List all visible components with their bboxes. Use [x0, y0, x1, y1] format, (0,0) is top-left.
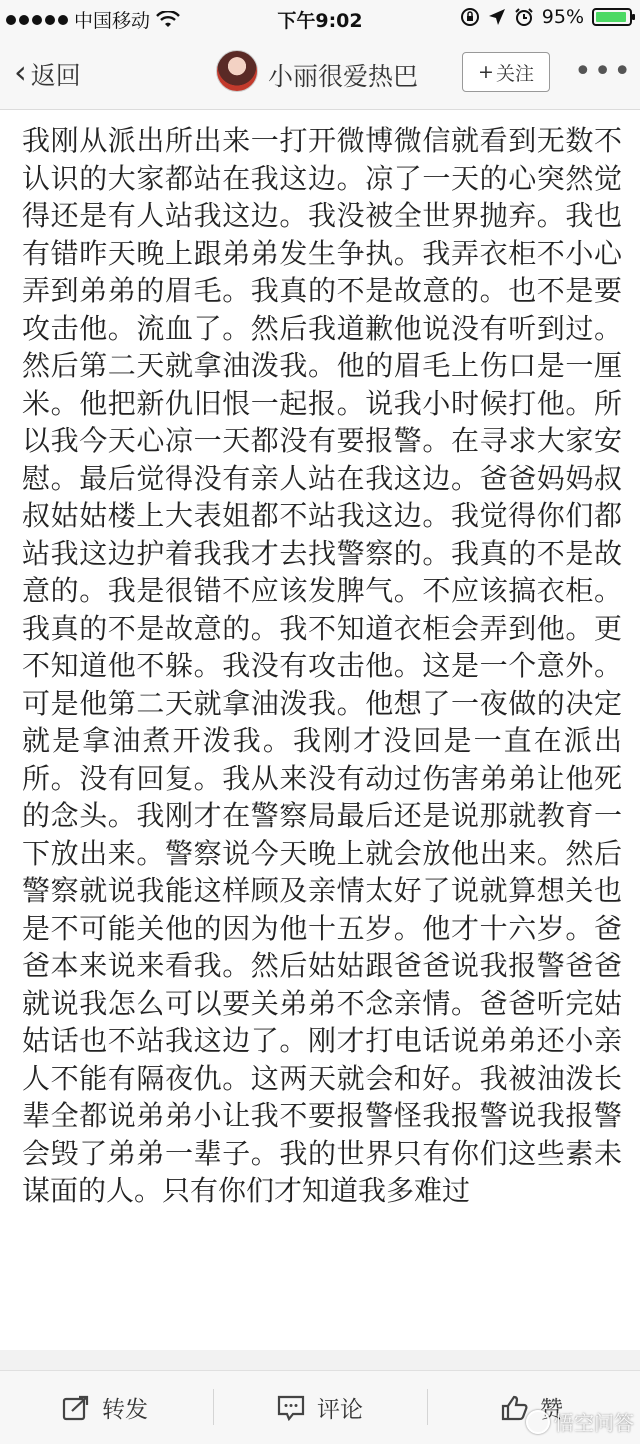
like-label: 赞	[540, 1397, 563, 1423]
post-text: 我刚从派出所出来一打开微博微信就看到无数不认识的大家都站在我这边。凉了一天的心突然觉得还是有人站我这边。我没被全世界抛弃。我也有错昨天晚上跟弟弟发生争执。我弄衣柜不小心弄到弟弟的眉毛。我真的不是故意的。也不是要攻击他。流血了。然后我道歉他说没有听到过。然后第二天就拿油泼我。他的眉毛上伤口是一厘米。他把新仇旧恨一起报。说我小时候打他。所以我今天心凉一天都没有要报警。在寻求大家安慰。最后觉得没有亲人站在我这边。爸爸妈妈叔叔姑姑楼上大表姐都不站我这边。我觉得你们都站我这边护着我我才去找警察的。我真的不是故意的。我是很错不应该发脾气。不应该搞衣柜。我真的不是故意的。我不知道衣柜会弄到他。更不知道他不躲。我没有攻击他。这是一个意外。可是他第二天就拿油泼我。他想了一夜做的决定就是拿油煮开泼我。我刚才没回是一直在派出所。没有回复。我从来没有动过伤害弟弟让他死的念头。我刚才在警察局最后还是说那就教育一下放出来。警察说今天晚上就会放他出来。然后警察就说我能这样顾及亲情太好了说就算想关也是不可能关他的因为他十五岁。他才十六岁。爸爸本来说来看我。然后姑姑跟爸爸说我报警爸爸就说我怎么可以要关弟弟不念亲情。爸爸听完姑姑话也不站我这边了。刚才打电话说弟弟还小亲人不能有隔夜仇。这两天就会和好。我被油泼长辈全都说弟弟小让我不要报警怪我报警说我报警会毁了弟弟一辈子。我的世界只有你们这些素未谋面的人。只有你们才知道我多难过	[22, 124, 622, 1207]
comment-button[interactable]	[277, 1391, 363, 1424]
status-right	[460, 6, 632, 28]
location-arrow-icon	[488, 8, 506, 26]
divider	[213, 1389, 214, 1425]
follow-button[interactable]	[462, 52, 550, 92]
back-label: 返回	[30, 61, 81, 90]
avatar[interactable]	[216, 50, 258, 92]
repost-icon	[62, 1395, 90, 1421]
watermark	[526, 1407, 634, 1436]
plus-icon: +	[478, 61, 494, 83]
back-button[interactable]	[14, 53, 81, 92]
carrier-label: 中国移动	[74, 10, 151, 32]
chevron-left-icon: ‹	[14, 53, 27, 91]
bottom-action-bar	[0, 1370, 640, 1444]
comment-label: 评论	[317, 1397, 363, 1423]
divider	[427, 1389, 428, 1425]
rotation-lock-icon	[460, 7, 480, 27]
status-time: 下午9:02	[277, 10, 363, 32]
more-button[interactable]: •••	[574, 54, 634, 89]
comment-icon	[277, 1395, 305, 1421]
alarm-icon	[514, 7, 534, 27]
battery-percent: 95%	[541, 6, 584, 28]
thumbs-up-icon	[500, 1394, 528, 1422]
repost-label: 转发	[102, 1397, 148, 1423]
follow-label: 关注	[495, 62, 534, 85]
repost-button[interactable]	[62, 1391, 148, 1424]
watermark-logo-icon	[526, 1410, 550, 1434]
battery-level	[596, 12, 626, 22]
user-name[interactable]: 小丽很爱热巴	[268, 62, 419, 91]
status-bar	[0, 0, 640, 36]
battery-icon	[592, 8, 632, 26]
post-content	[0, 110, 640, 1350]
nav-bar	[0, 36, 640, 110]
watermark-text: 悟空问答	[554, 1411, 634, 1435]
